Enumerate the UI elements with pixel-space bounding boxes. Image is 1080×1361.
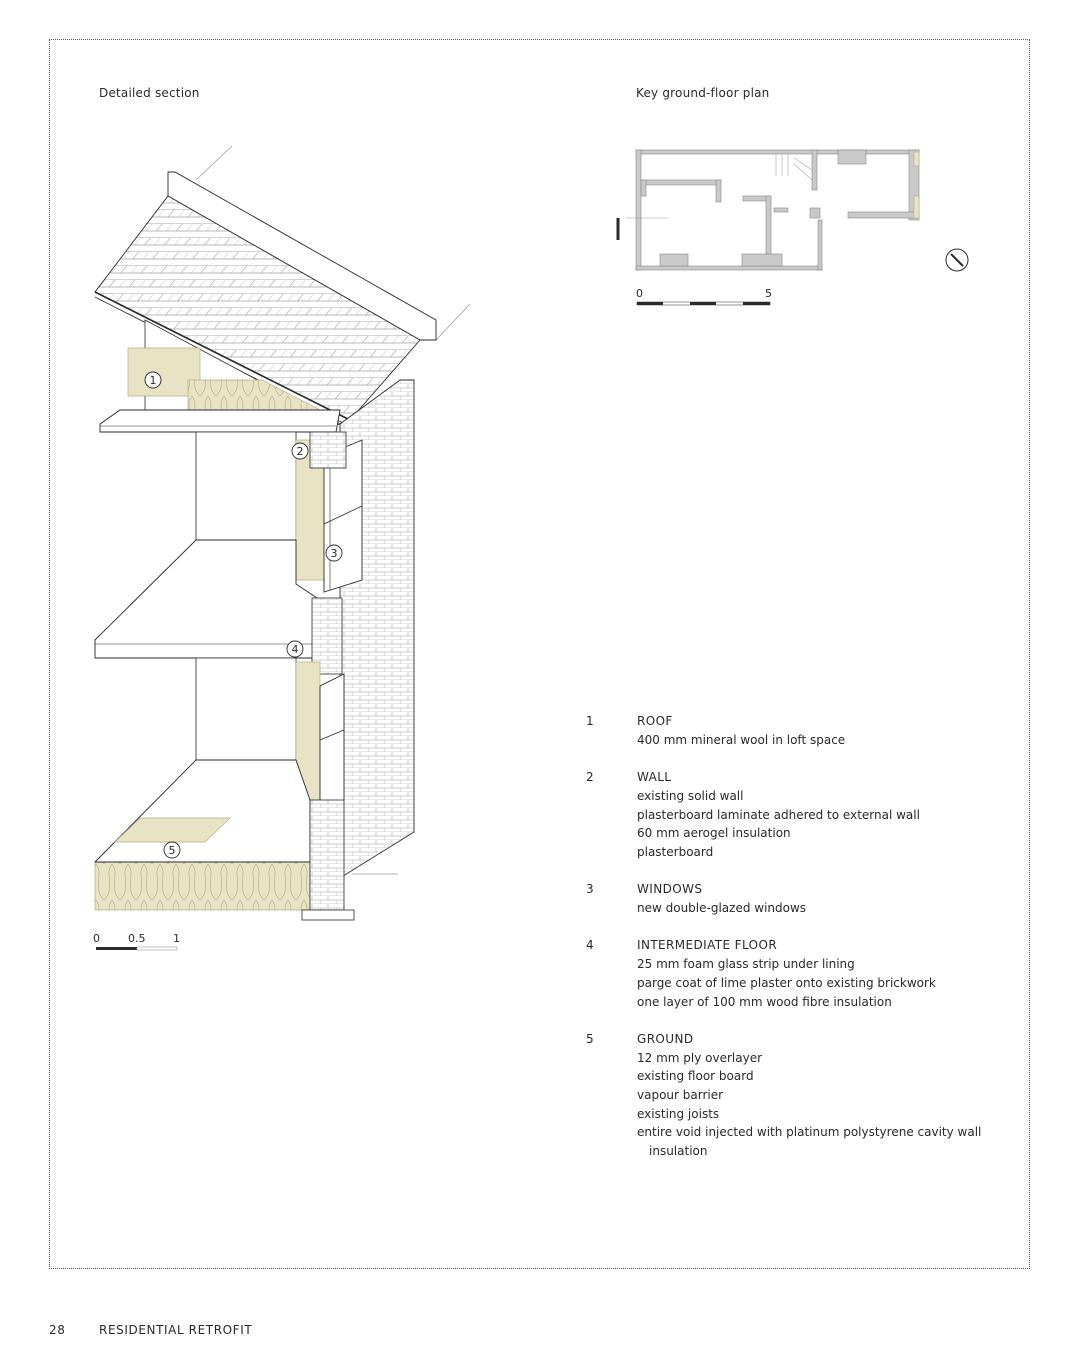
svg-text:2: 2 (296, 445, 304, 458)
legend-line: plasterboard laminate adhered to external wall (637, 807, 920, 822)
section-marker-3 (326, 545, 342, 561)
legend-line: parge coat of lime plaster onto existing brickwork (637, 975, 936, 990)
legend-line: entire void injected with platinum polystyrene cavity wall (637, 1125, 982, 1140)
legend-number: 2 (586, 770, 594, 785)
section-marker-2 (292, 443, 308, 459)
section-scale-05: 0.5 (128, 932, 146, 945)
legend (586, 712, 1006, 1180)
section-marker-1 (145, 372, 161, 388)
legend-line: one layer of 100 mm wood fibre insulation (637, 994, 892, 1009)
legend-line: vapour barrier (637, 1088, 724, 1102)
legend-heading: WINDOWS (637, 882, 703, 897)
legend-line: existing floor board (637, 1069, 754, 1084)
legend-line: insulation (649, 1144, 708, 1159)
legend-heading: INTERMEDIATE FLOOR (637, 938, 778, 953)
legend-entry-windows (586, 880, 1006, 917)
legend-line: existing joists (637, 1106, 720, 1121)
legend-number: 4 (586, 938, 594, 953)
legend-line: 60 mm aerogel insulation (637, 826, 791, 841)
svg-text:4: 4 (291, 643, 299, 656)
svg-text:1: 1 (149, 374, 157, 387)
legend-heading: ROOF (637, 714, 673, 728)
legend-number: 1 (586, 714, 594, 728)
legend-number: 5 (586, 1031, 594, 1046)
legend-number: 3 (586, 882, 594, 897)
legend-entry-intermediate-floor (586, 936, 1006, 1011)
plan-scale-5: 5 (765, 287, 772, 300)
section-marker-5 (164, 842, 180, 858)
legend-line: new double-glazed windows (637, 901, 807, 915)
legend-entry-roof (586, 712, 1006, 749)
legend-entry-ground (586, 1030, 1006, 1161)
legend-heading: GROUND (637, 1031, 694, 1046)
legend-line: 25 mm foam glass strip under lining (637, 957, 855, 972)
section-scale-1: 1 (173, 932, 180, 945)
section-title: Detailed section (99, 86, 200, 100)
svg-text:3: 3 (330, 547, 338, 560)
section-marker-4 (287, 641, 303, 657)
running-title: RESIDENTIAL RETROFIT (99, 1323, 253, 1337)
plan-scale-0: 0 (636, 287, 643, 300)
legend-entry-wall (586, 768, 1006, 862)
legend-line: 400 mm mineral wool in loft space (637, 732, 846, 747)
legend-line: 12 mm ply overlayer (637, 1050, 763, 1065)
plan-title: Key ground-floor plan (636, 86, 770, 100)
svg-text:5: 5 (168, 844, 176, 857)
page-number: 28 (49, 1323, 66, 1337)
legend-line: existing solid wall (637, 788, 744, 803)
section-scale-0: 0 (93, 932, 100, 945)
legend-heading: WALL (637, 770, 672, 785)
legend-line: plasterboard (637, 844, 714, 859)
